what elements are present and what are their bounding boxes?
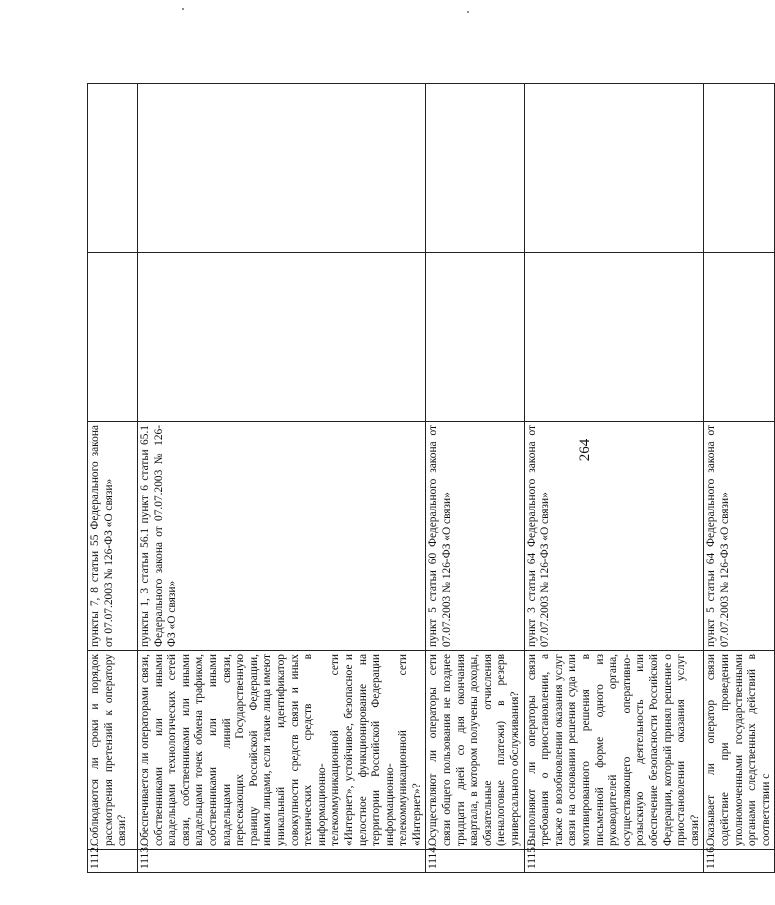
- empty-cell: [88, 253, 138, 422]
- row-number: 1113.: [138, 850, 426, 873]
- empty-cell: [426, 253, 524, 422]
- table-row: [138, 84, 426, 873]
- question-cell: Соблюдаются ли сроки и порядок рассмотрения претензий к оператору связи?: [88, 651, 138, 850]
- row-number: 1115.: [524, 850, 704, 873]
- empty-cell: [138, 253, 426, 422]
- empty-cell: [524, 84, 704, 253]
- legal-basis-cell: пункт 3 статьи 64 Федерального закона от 07.07.2003 № 126-ФЗ «О связи»: [524, 422, 704, 651]
- row-number: 1114.: [426, 850, 524, 873]
- empty-cell: [426, 84, 524, 253]
- question-cell: Выполняют ли операторы связи требования о приостановлении, а также о возобновлении оказания услуг связи на основании решения суда или мотивированного решения в письменной форме одного из руководителей органа, осуществляющего оперативно-розыскную деятельность или обеспечение безопасности Российской Федерации, который принял решение о приостановлении оказания услуг связи?: [524, 651, 704, 850]
- question-cell: Оказывает ли оператор связи содействие при проведении уполномоченными государственными органами следственных действий в соответствии с: [704, 651, 775, 850]
- page-number: 264: [577, 438, 593, 462]
- scan-speck: [182, 8, 184, 10]
- empty-cell: [704, 253, 775, 422]
- table-row: [88, 84, 138, 873]
- empty-cell: [138, 84, 426, 253]
- empty-cell: [524, 253, 704, 422]
- row-number: 1112.: [88, 850, 138, 873]
- question-cell: Осуществляют ли операторы сети связи общего пользования не позднее тридцати дней со дня окончания квартала, в котором получены доходы, обязательные отчисления (неналоговые платежи) в резерв универсального обслуживания?: [426, 651, 524, 850]
- requirements-table: [87, 83, 775, 873]
- legal-basis-cell: пункт 5 статьи 60 Федерального закона от 07.07.2003 № 126-ФЗ «О связи»: [426, 422, 524, 651]
- table-row: [426, 84, 524, 873]
- table-row: [524, 84, 704, 873]
- legal-basis-cell: пункты 7, 8 статьи 55 Федерального закона от 07.07.2003 № 126-ФЗ «О связи»: [88, 422, 138, 651]
- row-number: 1116.: [704, 850, 775, 873]
- empty-cell: [88, 84, 138, 253]
- question-cell: Обеспечивается ли операторами связи, собственниками или иными владельцами технологических сетей связи, собственниками или иными владельцами точек обмена трафиком, собственниками или иными владельцами линий связи, пересекающих Государственную границу Российской Федерации, иными лицами, если такие лица имеют уникальный идентификатор совокупности средств связи и иных технических средств в информационно-телекоммуникационной сети «Интернет», устойчивое, безопасное и целостное функционирование на территории Российской Федерации информационно-телекоммуникационной сети «Интернет»?: [138, 651, 426, 850]
- table-row: [704, 84, 775, 873]
- legal-basis-cell: пункты 1, 3 статьи 56.1 пункт 6 статьи 65.1 Федерального закона от 07.07.2003 № 126-ФЗ «О связи»: [138, 422, 426, 651]
- scan-speck: [467, 11, 469, 13]
- legal-basis-cell: пункт 5 статьи 64 Федерального закона от 07.07.2003 № 126-ФЗ «О связи»: [704, 422, 775, 651]
- empty-cell: [704, 84, 775, 253]
